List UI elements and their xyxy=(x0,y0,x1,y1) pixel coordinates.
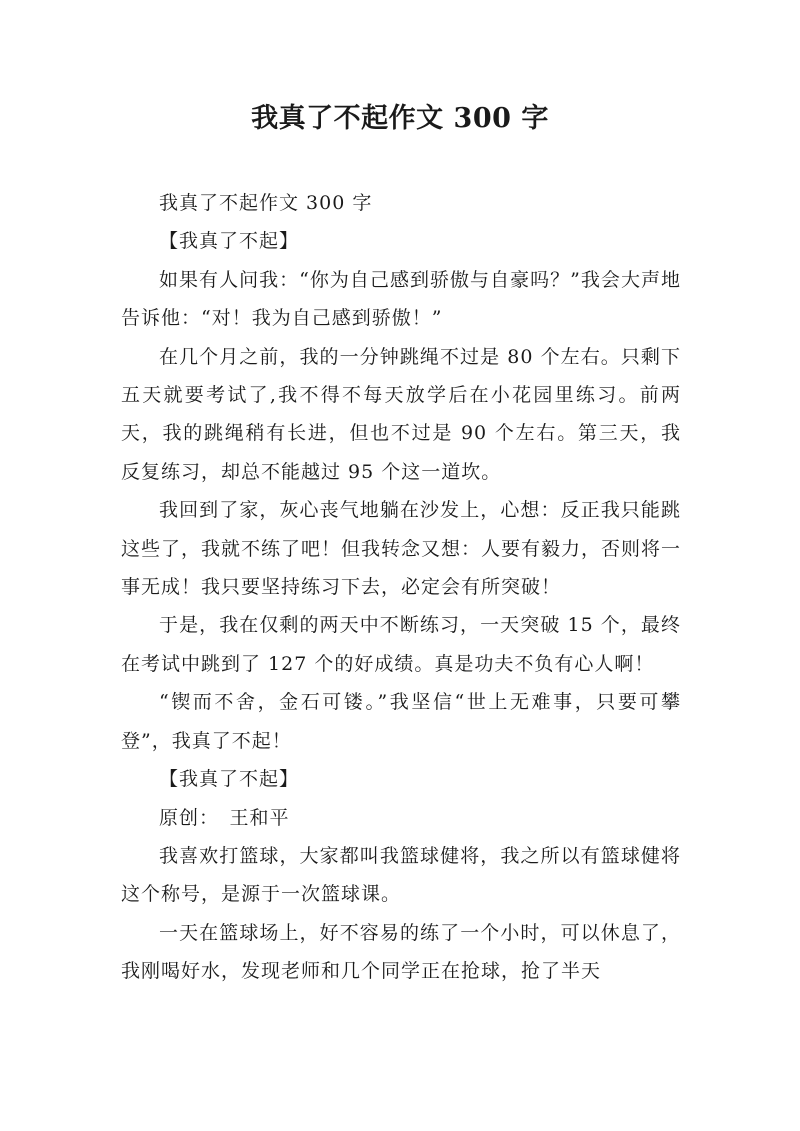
document-title: 我真了不起作文 300 字 xyxy=(251,103,549,134)
paragraph-section-label: 【我真了不起】 xyxy=(159,768,300,791)
paragraph: 我喜欢打篮球，大家都叫我篮球健将，我之所以有篮球健将这个称号，是源于一次篮球课。 xyxy=(121,844,681,906)
paragraph: 我回到了家，灰心丧气地躺在沙发上，心想：反正我只能跳这些了，我就不练了吧！但我转念又想：人要有毅力，否则将一事无成！我只要坚持练习下去，必定会有所突破！ xyxy=(121,499,682,599)
paragraph-section-label: 【我真了不起】 xyxy=(159,230,300,253)
paragraph: 一天在篮球场上，好不容易的练了一个小时，可以休息了，我刚喝好水，发现老师和几个同学正在抢球，抢了半天 xyxy=(121,921,681,983)
paragraph: “锲而不舍，金石可镂。”我坚信“世上无难事，只要可攀登”，我真了不起！ xyxy=(121,691,681,752)
paragraph-heading: 我真了不起作文 300 字 xyxy=(159,192,373,214)
paragraph: 在几个月之前，我的一分钟跳绳不过是 80 个左右。只剩下五天就要考试了,我不得不每天放学后在小花园里练习。前两天，我的跳绳稍有长进，但也不过是 90 个左右。第三天，我反复练习，却总不能越过 95 个这一道坎。 xyxy=(121,345,681,483)
paragraph-author-line: 原创： 王和平 xyxy=(159,806,290,829)
paragraph: 如果有人问我：“你为自己感到骄傲与自豪吗？”我会大声地告诉他：“对！我为自己感到骄傲！” xyxy=(121,268,681,330)
document-body xyxy=(121,184,681,991)
paragraph: 于是，我在仅剩的两天中不断练习，一天突破 15 个，最终在考试中跳到了 127 个的好成绩。真是功夫不负有心人啊！ xyxy=(121,614,681,675)
